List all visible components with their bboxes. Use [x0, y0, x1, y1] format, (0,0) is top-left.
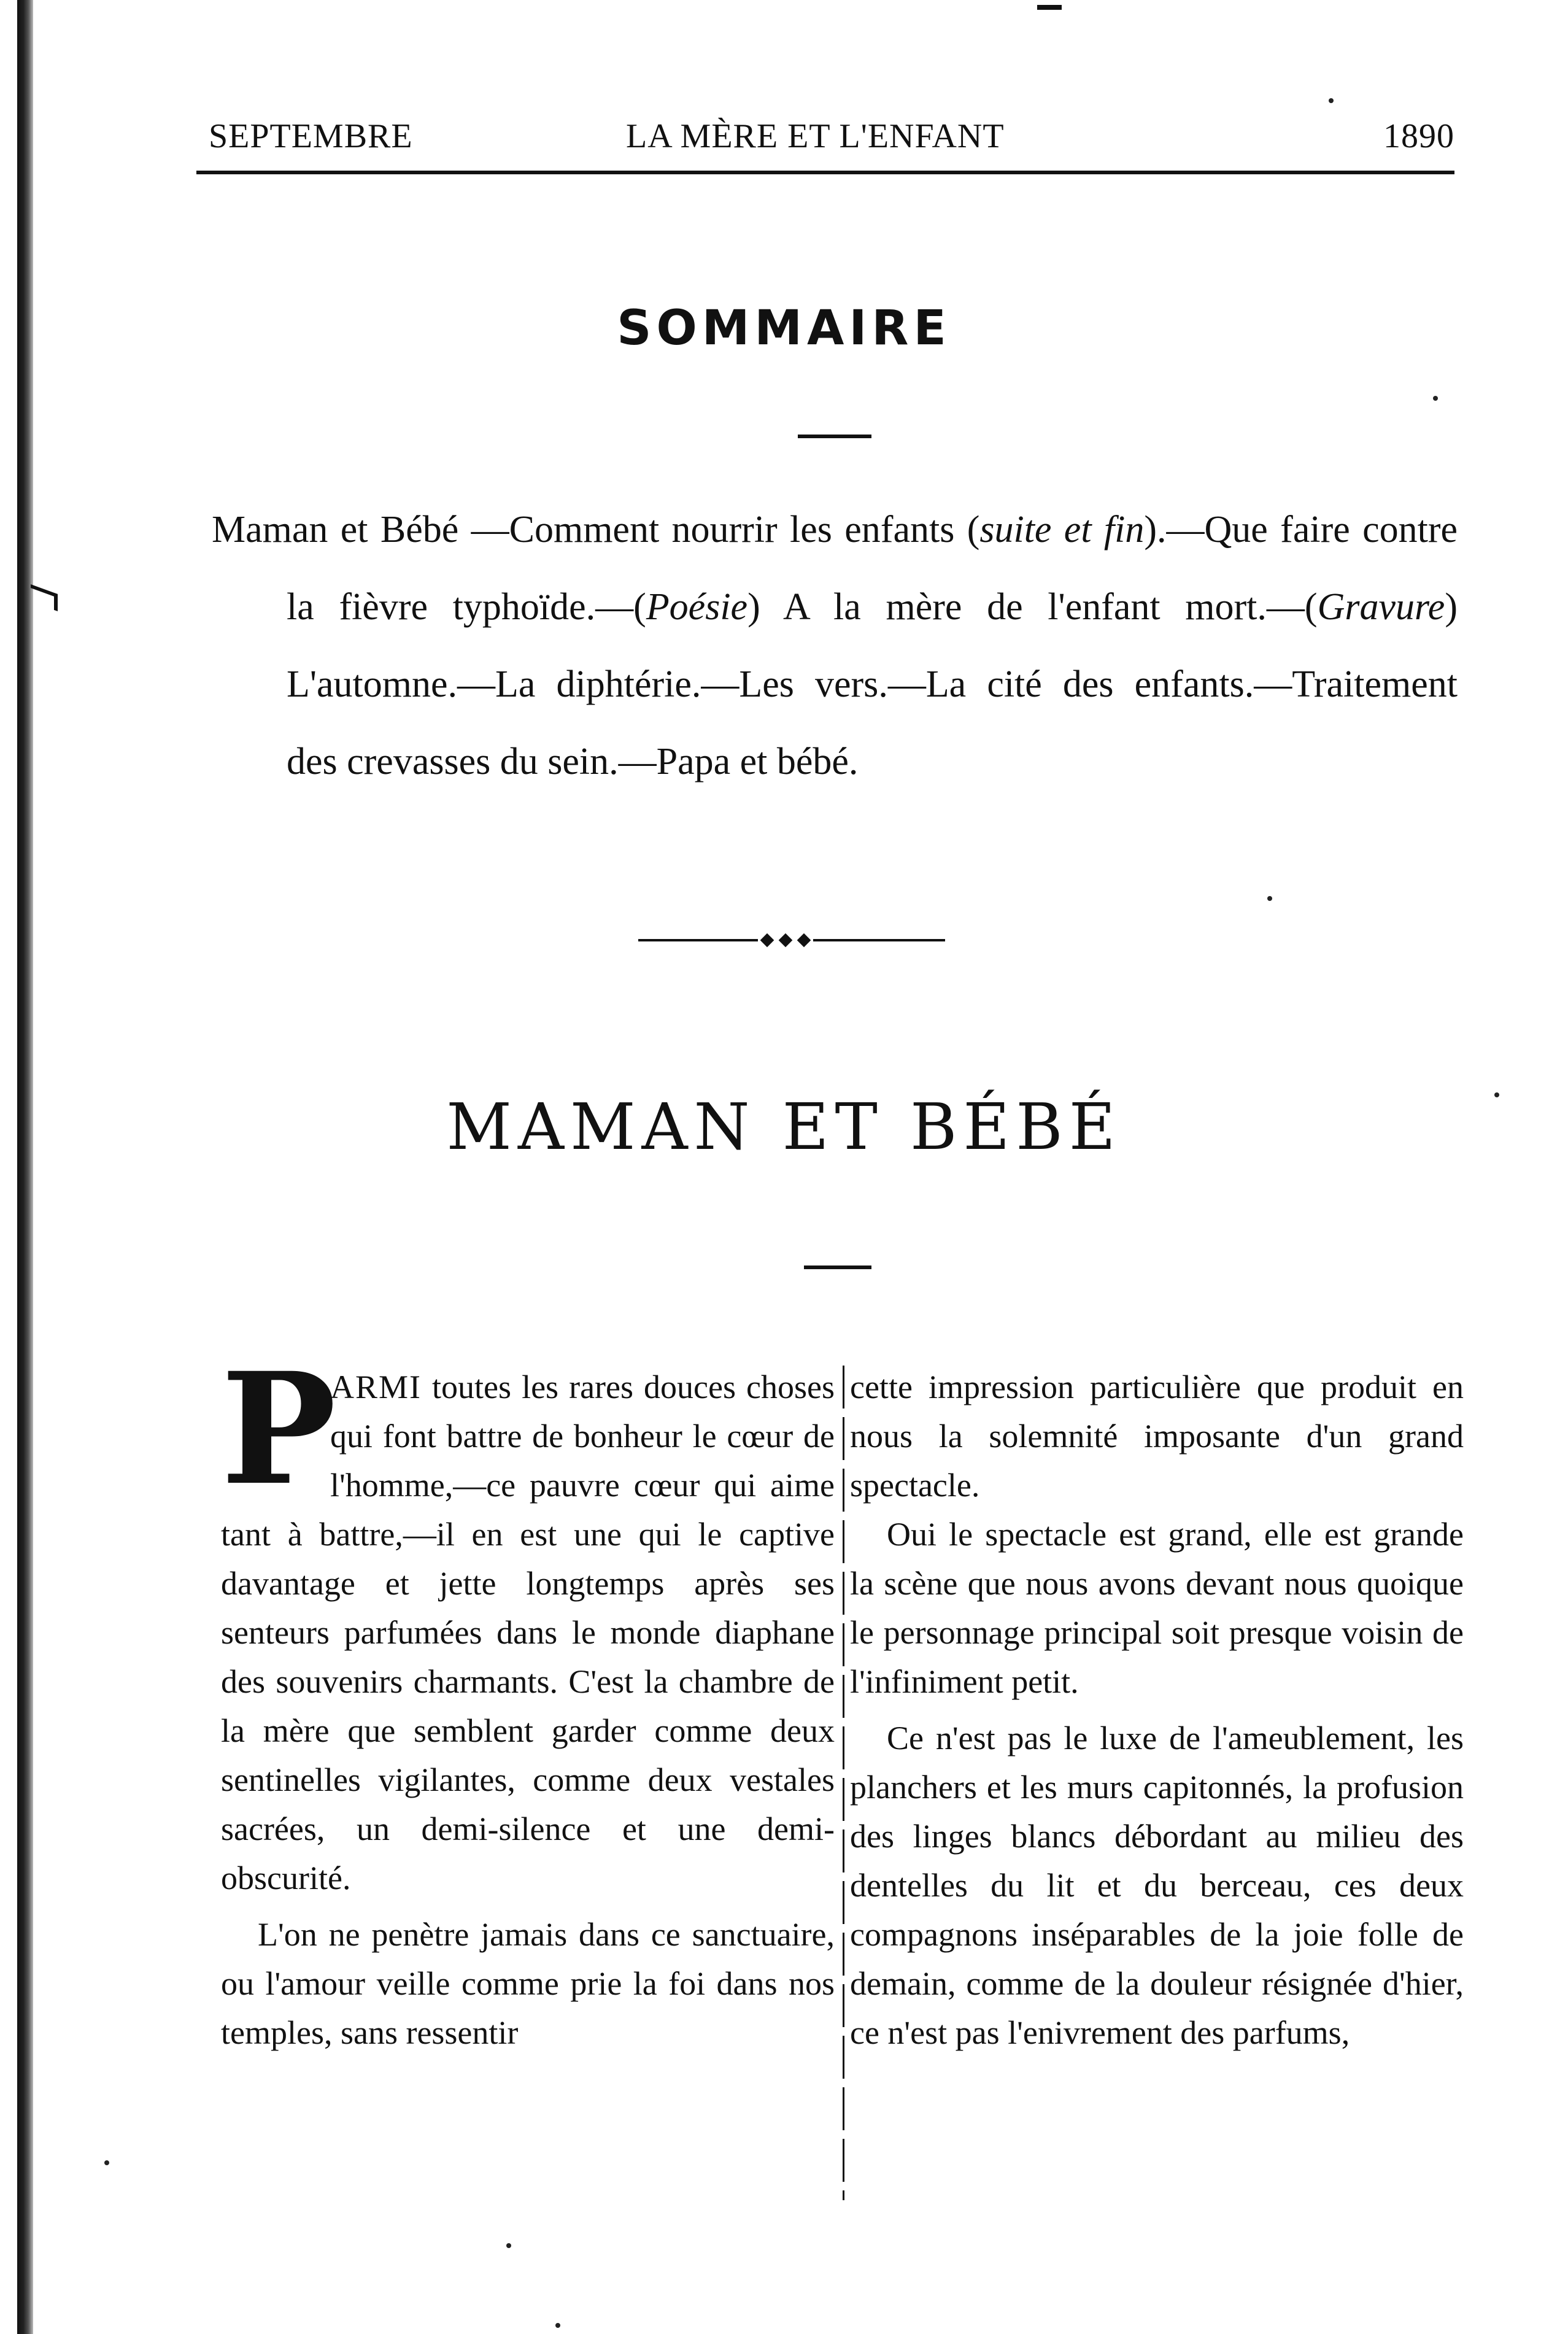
article-title: MAMAN ET BÉBÉ [446, 1089, 1122, 1164]
right-paragraph-2: Oui le spectacle est grand, elle est grande la scène que nous avons devant nous quoique le personnage principal soit presque voisin de l'infiniment petit. [850, 1516, 1464, 1700]
section-ornament [638, 933, 945, 948]
ornament-line-left [638, 939, 758, 941]
drop-cap: P [221, 1339, 336, 1519]
paper-speck [555, 2323, 560, 2328]
sommaire-title: SOMMAIRE [617, 301, 951, 356]
sommaire-part4: ) L'automne.—La diphtérie.—Les vers.—La cité des enfants.—Traitement des crevasses du sein.—Papa et bébé. [287, 586, 1458, 783]
article-column-left [221, 1339, 835, 2057]
sommaire-italic3: Gravure [1317, 586, 1445, 628]
top-margin-mark [1037, 5, 1062, 10]
paper-speck [506, 2243, 511, 2248]
right-paragraph-1: cette impression particulière que produit en nous la solemnité imposante d'un grand spectacle. [850, 1369, 1464, 1504]
ornament-diamond [779, 933, 793, 948]
first-word-rest: ARMI [330, 1369, 422, 1405]
right-paragraph-3: Ce n'est pas le luxe de l'ameublement, les planchers et les murs capitonnés, la profusion des linges blancs débordant au milieu des dentelles du lit et du berceau, ces deux compagnons inséparables de la joie folle de demain, comme de la douleur résignée d'hier, ce n'est pas l'enivrement des parfums, [850, 1720, 1464, 2051]
sommaire-italic2: Poésie [646, 586, 748, 628]
article-title-rule [804, 1266, 871, 1269]
binding-mark [31, 584, 58, 611]
sommaire-contents [212, 491, 1458, 800]
header-rule [196, 171, 1454, 174]
paper-speck [1433, 396, 1438, 401]
sommaire-part2: ).—Que faire contre la fièvre typhoïde.—( [287, 509, 1458, 628]
sommaire-rule [798, 435, 871, 438]
running-header [209, 117, 1454, 160]
header-publication: LA MÈRE ET L'ENFANT [626, 117, 1005, 155]
left-paragraph-2: L'on ne penètre jamais dans ce sanctuaire, ou l'amour veille comme prie la foi dans nos temples, sans ressentir [221, 1916, 835, 2051]
column-divider [843, 1366, 844, 2200]
sommaire-part3: ) A la mère de l'enfant mort.—( [747, 586, 1318, 628]
left-paragraph-1: toutes les rares douces choses qui font battre de bonheur le cœur de l'homme,—ce pauvre cœur qui aime tant à battre,—il en est une qui le captive davantage et jette longtemps après ses senteurs parfumées dans le monde diaphane des souvenirs charmants. C'est la chambre de la mère que semblent garder comme deux sentinelles vigilantes, comme deux vestales sacrées, un demi-silence et une demi-obscurité. [221, 1369, 835, 1896]
paper-speck [104, 2160, 109, 2165]
header-month: SEPTEMBRE [209, 117, 413, 155]
ornament-diamond [797, 933, 811, 948]
paper-speck [1329, 98, 1334, 103]
paper-speck [1494, 1092, 1499, 1097]
header-year: 1890 [1383, 117, 1454, 155]
ornament-diamond [760, 933, 774, 948]
article-column-right [850, 1362, 1464, 2057]
sommaire-italic1: suite et fin [979, 509, 1145, 551]
paper-speck [1267, 896, 1272, 901]
sommaire-part1: Maman et Bébé —Comment nourrir les enfants ( [212, 509, 980, 551]
ornament-line-right [813, 939, 945, 941]
article-paragraph [221, 1339, 835, 1903]
